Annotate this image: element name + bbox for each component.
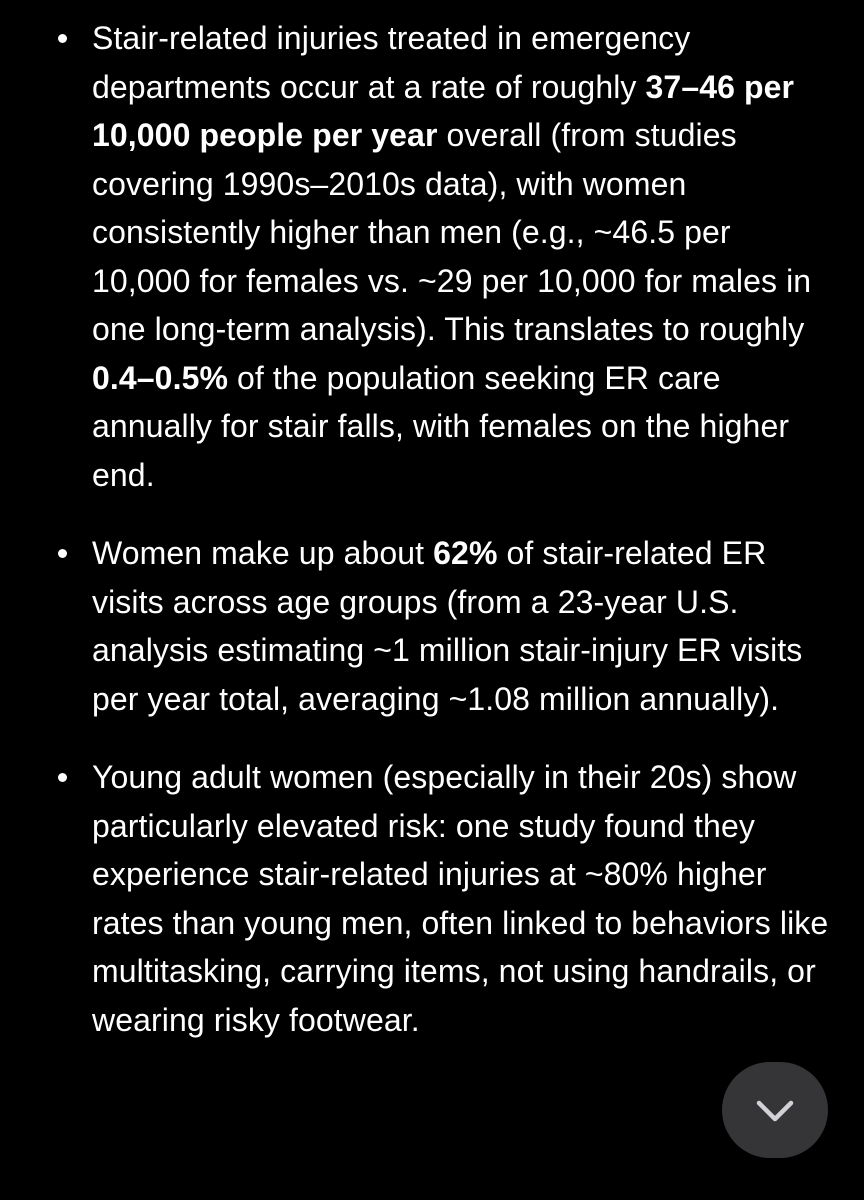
bullet-item-1 <box>0 14 864 499</box>
bullet-item-3 <box>0 753 864 1044</box>
bullet-text: Women make up about <box>92 535 434 571</box>
bullet-text-bold: 37–46 per 10,000 people per year <box>92 68 795 153</box>
bullet-text: overall (from studies covering 1990s–2010s data), with women consistently higher than men (e.g., ~46.5 per 10,000 for females vs. ~29 per 10,000 for males in one long-term analysis). This translates to roughly <box>92 117 812 347</box>
bullet-dot-icon <box>58 549 67 558</box>
chevron-down-icon <box>753 1088 797 1132</box>
bullet-text-bold: 62% <box>433 535 498 571</box>
bullet-text: Stair-related injuries treated in emergency departments occur at a rate of roughly <box>92 20 691 105</box>
bullet-list <box>0 14 864 1044</box>
bullet-text-bold: 0.4–0.5% <box>92 359 229 396</box>
bullet-item-2 <box>0 529 864 723</box>
bullet-text: of the population seeking ER care annually for stair falls, with females on the higher end. <box>92 359 790 493</box>
response-content <box>0 14 864 1074</box>
bullet-text: Young adult women (especially in their 20s) show particularly elevated risk: one study found they experience stair-related injuries at ~80% higher rates than young men, often linked to behaviors like multitasking, carrying items, not using handrails, or wearing risky footwear. <box>92 759 829 1038</box>
bullet-text: of stair-related ER visits across age groups (from a 23-year U.S. analysis estimating ~1 million stair-injury ER visits per year total, averaging ~1.08 million annually). <box>92 535 803 717</box>
scroll-to-bottom-button[interactable] <box>722 1062 828 1158</box>
bullet-dot-icon <box>58 34 67 43</box>
bullet-dot-icon <box>58 773 67 782</box>
